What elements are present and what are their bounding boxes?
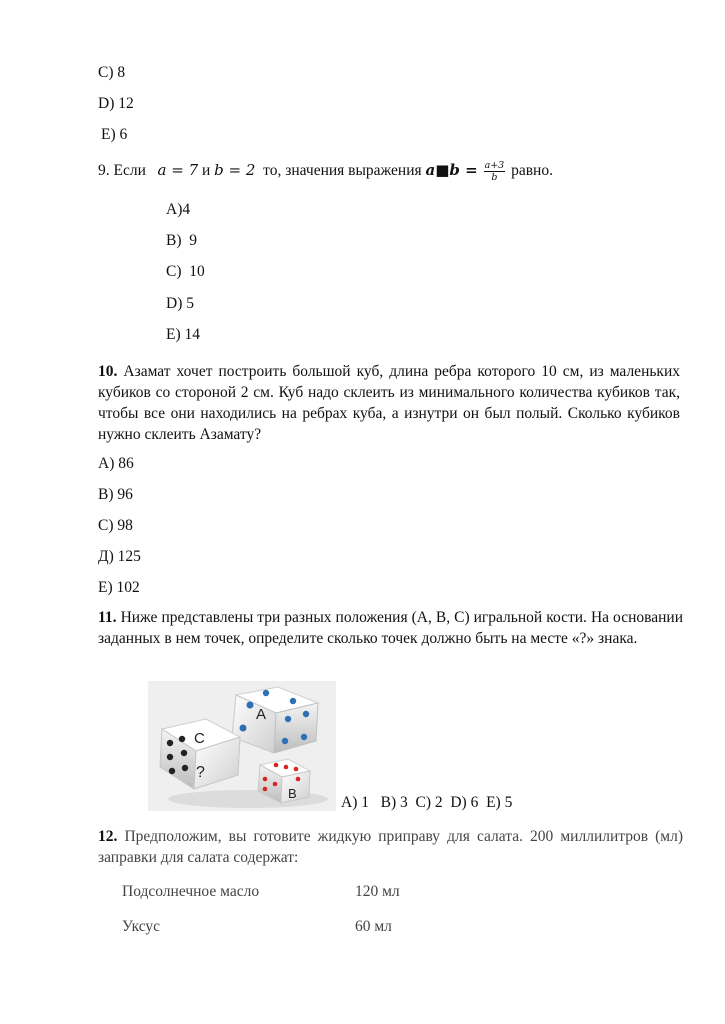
q9-and: и (201, 162, 211, 180)
q9-option-e: E) 14 (166, 326, 201, 343)
die-a-label: A (256, 706, 267, 723)
q10-text: Азамат хочет построить большой куб, длина ребра которого 10 см, из маленьких кубиков со стороной 2 см. Куб надо склеить из минимального количества кубиков так, чтобы все они находились на ребрах куба, а изнутри он был полый. Сколько кубиков нужно склеить Азамату? (98, 363, 681, 443)
q12-number: 12. (98, 828, 118, 845)
die-a (232, 687, 318, 753)
q10-option-a: A) 86 (98, 455, 134, 472)
q10-number: 10. (98, 363, 118, 380)
q12-row-2-amount: 60 мл (355, 918, 392, 935)
q8-option-c: C) 8 (98, 64, 126, 81)
q9-suffix: равно. (511, 162, 553, 180)
q9-question (98, 160, 553, 183)
q10-option-d: Д) 125 (98, 548, 141, 565)
die-c (160, 719, 240, 789)
q9-option-c: C) 10 (166, 263, 205, 280)
q9-eq1: a = 7 (157, 161, 199, 180)
q11-question (98, 607, 683, 649)
dice-illustration (148, 681, 336, 811)
q12-row-1-name: Подсолнечное масло (122, 883, 260, 900)
q10-question (98, 361, 680, 445)
q9-option-b: B) 9 (166, 232, 197, 249)
q9-option-a: A)4 (166, 201, 191, 218)
q9-expr-lhs: a■b = (425, 161, 478, 180)
q12-row-1-amount: 120 мл (355, 883, 400, 900)
q9-fraction (484, 160, 506, 183)
q10-option-c: C) 98 (98, 517, 133, 534)
q8-option-d: D) 12 (98, 95, 134, 112)
q9-frac-num: a+3 (484, 160, 505, 171)
q12-text: Предположим, вы готовите жидкую приправу для салата. 200 миллилитров (мл) заправки для салата содержат: (98, 828, 683, 866)
q11-text: Ниже представлены три разных положения (A, B, C) игральной кости. На основании заданных в нем точек, определите сколько точек должно быть на месте «?» знака. (98, 609, 683, 647)
q9-eq2: b = 2 (214, 161, 256, 180)
q9-prefix: 9. Если (98, 162, 146, 180)
q11-number: 11. (98, 609, 117, 626)
die-c-label: C (194, 730, 205, 747)
q9-option-d: D) 5 (166, 295, 194, 312)
q11-answers: A) 1 B) 3 C) 2 D) 6 E) 5 (341, 794, 513, 811)
q8-option-e: E) 6 (101, 126, 128, 143)
q12-row-2-name: Уксус (122, 918, 161, 935)
dice-image (148, 681, 336, 811)
q10-option-e: E) 102 (98, 579, 140, 596)
q9-frac-den: b (491, 172, 498, 183)
q12-question (98, 826, 683, 868)
q9-mid: то, значения выражения (263, 162, 422, 180)
die-question-mark: ? (196, 764, 205, 781)
die-b-label: B (288, 786, 297, 801)
q10-option-b: B) 96 (98, 486, 133, 503)
